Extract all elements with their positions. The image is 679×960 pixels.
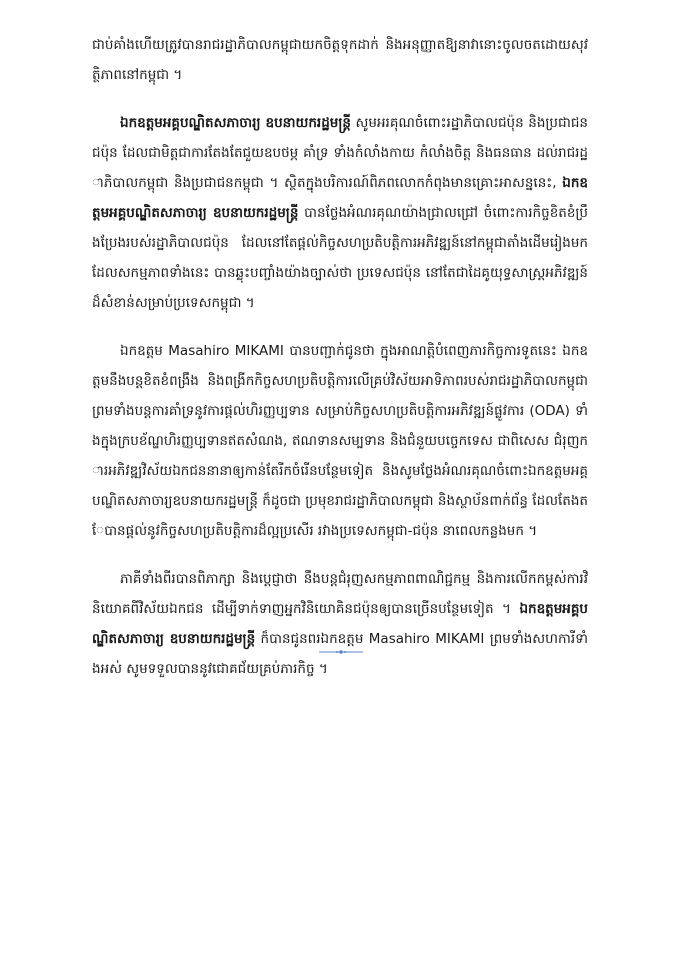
document-body xyxy=(92,30,588,702)
body-text: សូមអរគុណចំពោះរដ្ឋាភិបាលជប៉ុន និងប្រជាជនជប៉ុន ដែលជាមិត្តជាការតែងតែជួយឧបថម្ភ គាំទ្រ ទាំងកំលាំងកាយ កំលាំងចិត្ត និងធនធាន ដល់រាជរដ្ឋាភិបាលកម្ពុជា និងប្រជាជនកម្ពុជា ។ ស្ថិតក្នុងបរិការណ៍ពិភពលោកកំពុងមានគ្រោះអាសន្ននេះ, xyxy=(92,115,588,191)
paragraph-0 xyxy=(92,30,588,90)
divider-left-dot xyxy=(336,651,338,653)
paragraph-1 xyxy=(92,108,588,318)
body-text: ជាប់គាំងហើយត្រូវបានរាជរដ្ឋាភិបាលកម្ពុជាយកចិត្តទុកដាក់ និងអនុញ្ញាតឱ្យនាវានោះចូលចតដោយសុវត្ថិភាពនៅកម្ពុជា ។ xyxy=(92,37,588,83)
bold-title-text: ឯកឧត្តមអគ្គបណ្ឌិតសភាចារ្យ ឧបនាយករដ្ឋមន្ត្រី xyxy=(92,601,588,647)
body-text: ឯកឧត្តម Masahiro MIKAMI បានបញ្ជាក់ជូនថា ក្នុងអាណត្តិបំពេញភារកិច្ចការទូតនេះ ឯកឧត្តមនឹងបន្តខិតខំពង្រឹង និងពង្រីកកិច្ចសហប្រតិបត្តិការលើគ្រប់វិស័យអាទិភាពរបស់រាជរដ្ឋាភិបាលកម្ពុជា ព្រមទាំងបន្តការគាំទ្រនូវការផ្តល់ហិរញ្ញប្បទាន សម្រាប់កិច្ចសហប្រតិបត្តិការអភិវឌ្ឍន៍ផ្លូវការ (ODA) ទាំងក្នុងក្របខ័ណ្ឌហិរញ្ញប្បទានឥតសំណង, ឥណទានសម្បទាន និងជំនួយបច្ចេកទេស ជាពិសេស ជំរុញការអភិវឌ្ឍវិស័យឯកជននានាឲ្យកាន់តែរីកចំរើនបន្ថែមទៀត និងសូមថ្លែងអំណរគុណចំពោះឯកឧត្តមអគ្គបណ្ឌិតសភាចារ្យឧបនាយករដ្ឋមន្ត្រី ក៏ដូចជា ប្រមុខរាជរដ្ឋាភិបាលកម្ពុជា និងស្ថាប័នពាក់ព័ន្ធ ដែលតែងតែបានផ្តល់នូវកិច្ចសហប្រតិបត្តិការដ៏ល្អប្រសើរ រវាងប្រទេសកម្ពុជា-ជប៉ុន នាពេលកន្លងមក ។ xyxy=(92,343,588,539)
paragraph-2 xyxy=(92,336,588,546)
divider-right-dot xyxy=(344,651,346,653)
body-text: បានថ្លែងអំណរគុណយ៉ាងជ្រាលជ្រៅ ចំពោះការកិច្ចខិតខំប្រឹងប្រែងរបស់រដ្ឋាភិបាលជប៉ុន ដែលនៅតែផ្តល់កិច្ចសហប្រតិបត្តិការអភិវឌ្ឍន៍នៅកម្ពុជាតាំងដើមរៀងមក ដែលសកម្មភាពទាំងនេះ បានឆ្លុះបញ្ចាំងយ៉ាងច្បាស់ថា ប្រទេសជប៉ុន នៅតែជាដៃគូយុទ្ធសាស្ត្រអភិវឌ្ឍន៍ដ៏សំខាន់សម្រាប់ប្រទេសកម្ពុជា ។ xyxy=(92,205,588,311)
ornamental-divider-icon xyxy=(318,648,364,656)
bold-title-text: ឯកឧត្តមអគ្គបណ្ឌិតសភាចារ្យ ឧបនាយករដ្ឋមន្ត្រី xyxy=(120,115,351,131)
paragraph-3 xyxy=(92,564,588,684)
body-text: ក៏បានជូនពរឯកឧត្តម Masahiro MIKAMI ព្រមទាំងសហការីទាំងអស់ សូមទទួលបាននូវជោគជ័យគ្រប់ភារកិច្ច ។ xyxy=(92,631,589,677)
body-text: ភាគីទាំងពីរបានពិភាក្សា និងប្តេជ្ញាថា នឹងបន្តជំរុញសកម្មភាពពាណិជ្ជកម្ម និងការលើកកម្ពស់ការវិនិយោគពីវិស័យឯកជន ដើម្បីទាក់ទាញអ្នកវិនិយោគិនជប៉ុនឲ្យបានច្រើនបន្ថែមទៀត ។ xyxy=(92,571,588,617)
bold-title-text: ឯកឧត្តមអគ្គបណ្ឌិតសភាចារ្យ ឧបនាយករដ្ឋមន្ត្រី xyxy=(92,175,588,221)
divider-center-dot xyxy=(339,650,343,654)
